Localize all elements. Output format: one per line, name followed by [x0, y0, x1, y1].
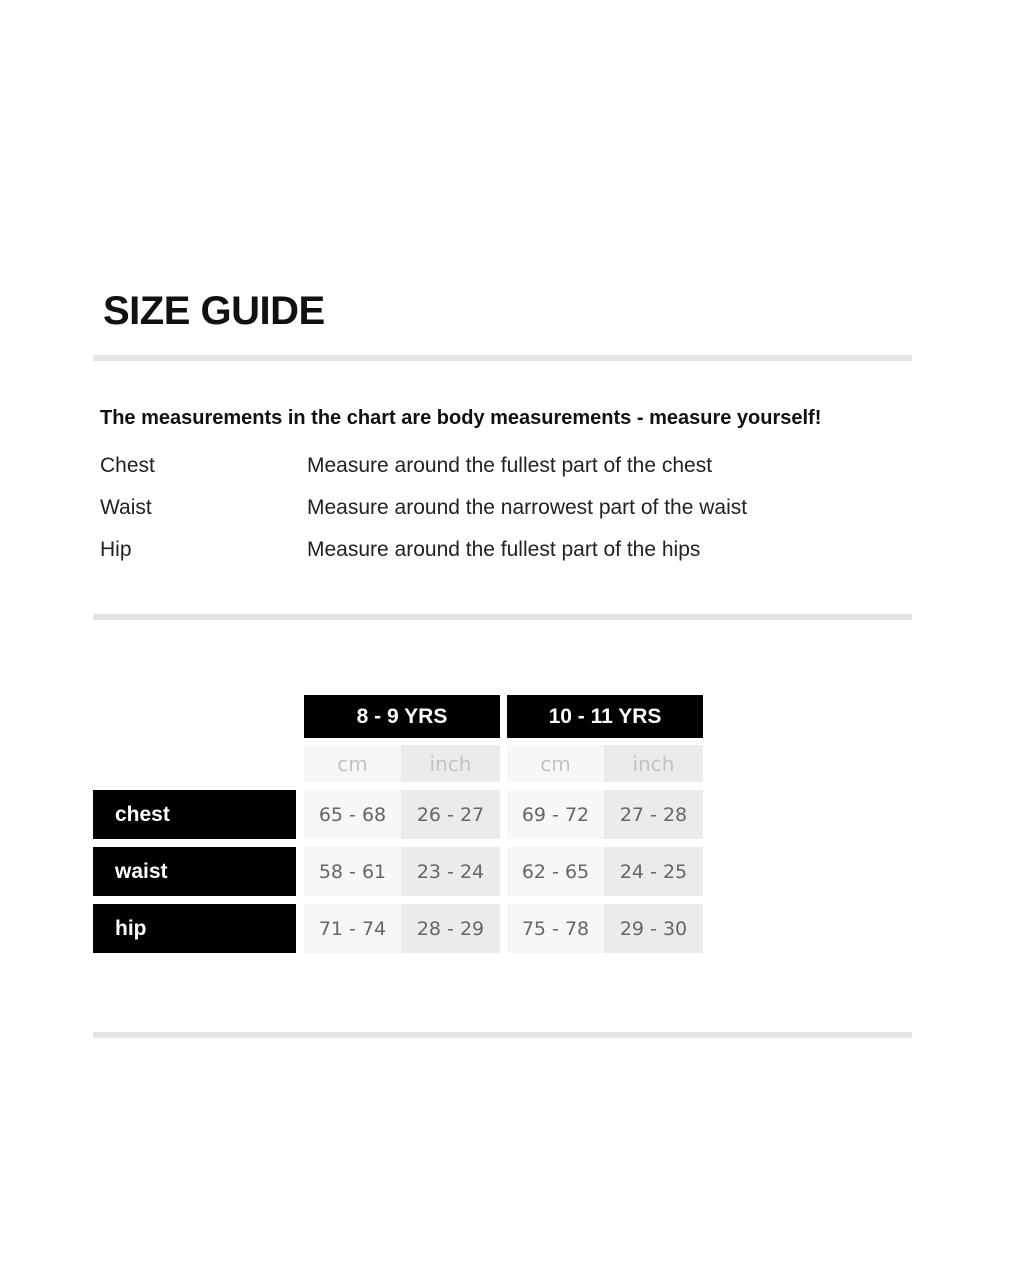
definition-term: Hip: [100, 538, 132, 561]
table-cell: 65 - 68: [304, 790, 401, 839]
table-cell: 26 - 27: [401, 790, 500, 839]
table-cell: 71 - 74: [304, 904, 401, 953]
section-divider: [93, 1032, 912, 1038]
page-title: SIZE GUIDE: [103, 289, 325, 333]
age-group-header: 8 - 9 YRS: [304, 695, 500, 738]
table-cell: 28 - 29: [401, 904, 500, 953]
definition-description: Measure around the fullest part of the chest: [307, 454, 713, 477]
row-label-waist: waist: [93, 847, 296, 896]
row-label-hip: hip: [93, 904, 296, 953]
definition-description: Measure around the narrowest part of the waist: [307, 496, 748, 519]
unit-header: inch: [604, 745, 703, 782]
measurement-intro: The measurements in the chart are body measurements - measure yourself!: [100, 407, 822, 429]
table-cell: 58 - 61: [304, 847, 401, 896]
section-divider: [93, 614, 912, 620]
table-cell: 69 - 72: [507, 790, 604, 839]
row-label-chest: chest: [93, 790, 296, 839]
table-cell: 62 - 65: [507, 847, 604, 896]
definition-term: Chest: [100, 454, 155, 477]
unit-header: inch: [401, 745, 500, 782]
section-divider: [93, 355, 912, 361]
table-cell: 27 - 28: [604, 790, 703, 839]
definition-description: Measure around the fullest part of the hips: [307, 538, 701, 561]
unit-header: cm: [507, 745, 604, 782]
definition-term: Waist: [100, 496, 152, 519]
table-cell: 75 - 78: [507, 904, 604, 953]
table-cell: 29 - 30: [604, 904, 703, 953]
unit-header: cm: [304, 745, 401, 782]
age-group-header: 10 - 11 YRS: [507, 695, 703, 738]
table-cell: 23 - 24: [401, 847, 500, 896]
table-cell: 24 - 25: [604, 847, 703, 896]
